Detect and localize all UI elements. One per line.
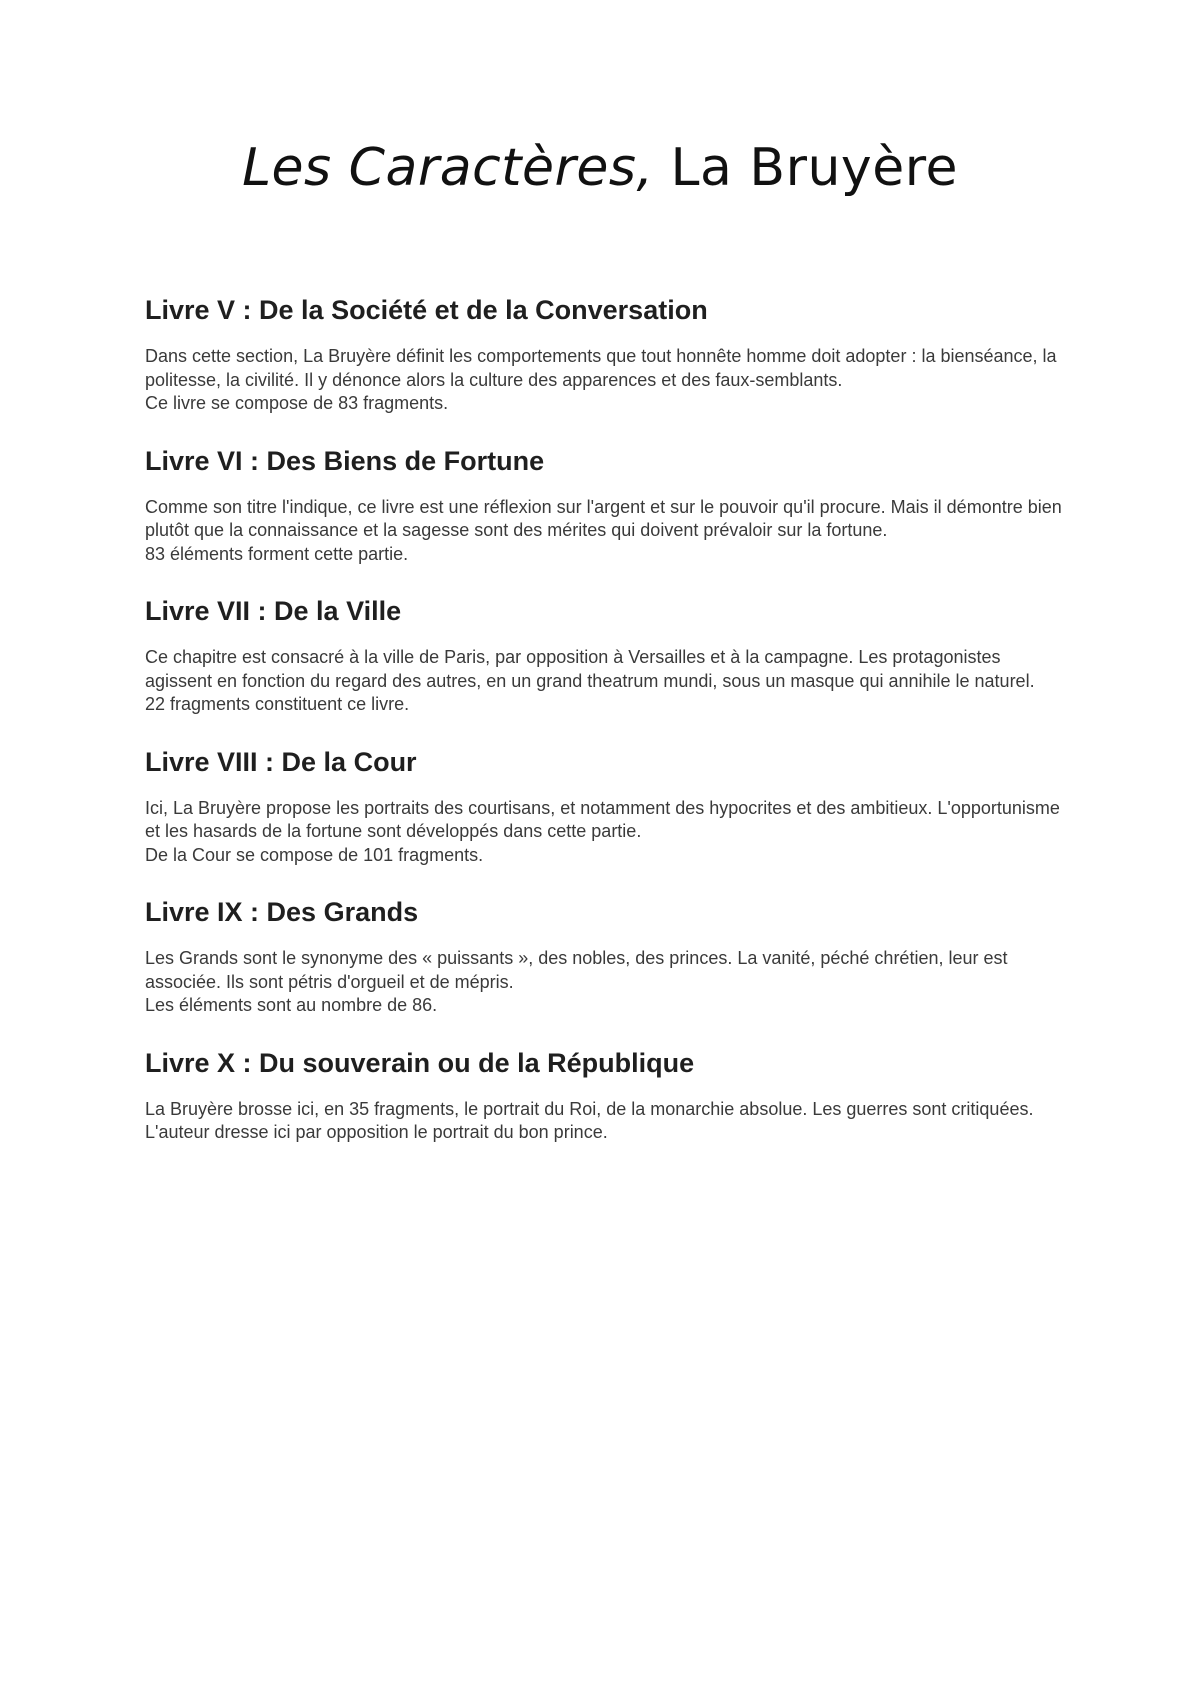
section-livre-v bbox=[145, 293, 1065, 416]
section-paragraph: Les Grands sont le synonyme des « puissants », des nobles, des princes. La vanité, péché chrétien, leur est associée. Ils sont pétris d'orgueil et de mépris. bbox=[145, 948, 1008, 992]
section-heading: Livre VI : Des Biens de Fortune bbox=[145, 445, 545, 476]
section-heading: Livre VIII : De la Cour bbox=[145, 746, 417, 777]
section-livre-viii bbox=[145, 745, 1065, 868]
section-livre-x bbox=[145, 1046, 1065, 1145]
section-livre-vii bbox=[145, 594, 1065, 717]
section-paragraph: De la Cour se compose de 101 fragments. bbox=[145, 844, 484, 865]
section-heading: Livre VII : De la Ville bbox=[145, 596, 402, 626]
section-paragraph: Ce livre se compose de 83 fragments. bbox=[145, 393, 449, 413]
section-heading: Livre X : Du souverain ou de la République bbox=[145, 1047, 695, 1078]
section-paragraph: Comme son titre l'indique, ce livre est une réflexion sur l'argent et sur le pouvoir qu'il procure. Mais il démontre bien plutôt que la connaissance et la sagesse sont des mérites qui doivent prévaloir sur la fortune. bbox=[145, 496, 1062, 540]
title-author: La Bruyère bbox=[653, 138, 958, 198]
section-paragraph: 83 éléments forment cette partie. bbox=[145, 543, 409, 564]
section-paragraph: Ici, La Bruyère propose les portraits des courtisans, et notamment des hypocrites et des ambitieux. L'opportunisme et les hasards de la fortune sont développés dans cette partie. bbox=[145, 797, 1060, 841]
section-paragraph: Les éléments sont au nombre de 86. bbox=[145, 995, 438, 1015]
section-heading: Livre V : De la Société et de la Conversation bbox=[145, 295, 708, 325]
title-work-name: Les Caractères, bbox=[242, 138, 654, 198]
section-paragraph: 22 fragments constituent ce livre. bbox=[145, 694, 410, 714]
section-paragraph: Dans cette section, La Bruyère définit les comportements que tout honnête homme doit adopter : la bienséance, la politesse, la civilité. Il y dénonce alors la culture des apparences et des faux-semblants. bbox=[145, 346, 1057, 390]
document-body bbox=[145, 293, 1065, 1173]
section-livre-vi bbox=[145, 444, 1065, 567]
section-livre-ix bbox=[145, 895, 1065, 1018]
document-title bbox=[0, 140, 1200, 197]
section-paragraph: Ce chapitre est consacré à la ville de Paris, par opposition à Versailles et à la campagne. Les protagonistes agissent en fonction du regard des autres, en un grand theatrum mundi, sous un masque qui annihile le naturel. bbox=[145, 647, 1035, 691]
section-heading: Livre IX : Des Grands bbox=[145, 897, 419, 927]
section-paragraph: La Bruyère brosse ici, en 35 fragments, le portrait du Roi, de la monarchie absolue. Les guerres sont critiquées. L'auteur dresse ici par opposition le portrait du bon prince. bbox=[145, 1098, 1034, 1142]
